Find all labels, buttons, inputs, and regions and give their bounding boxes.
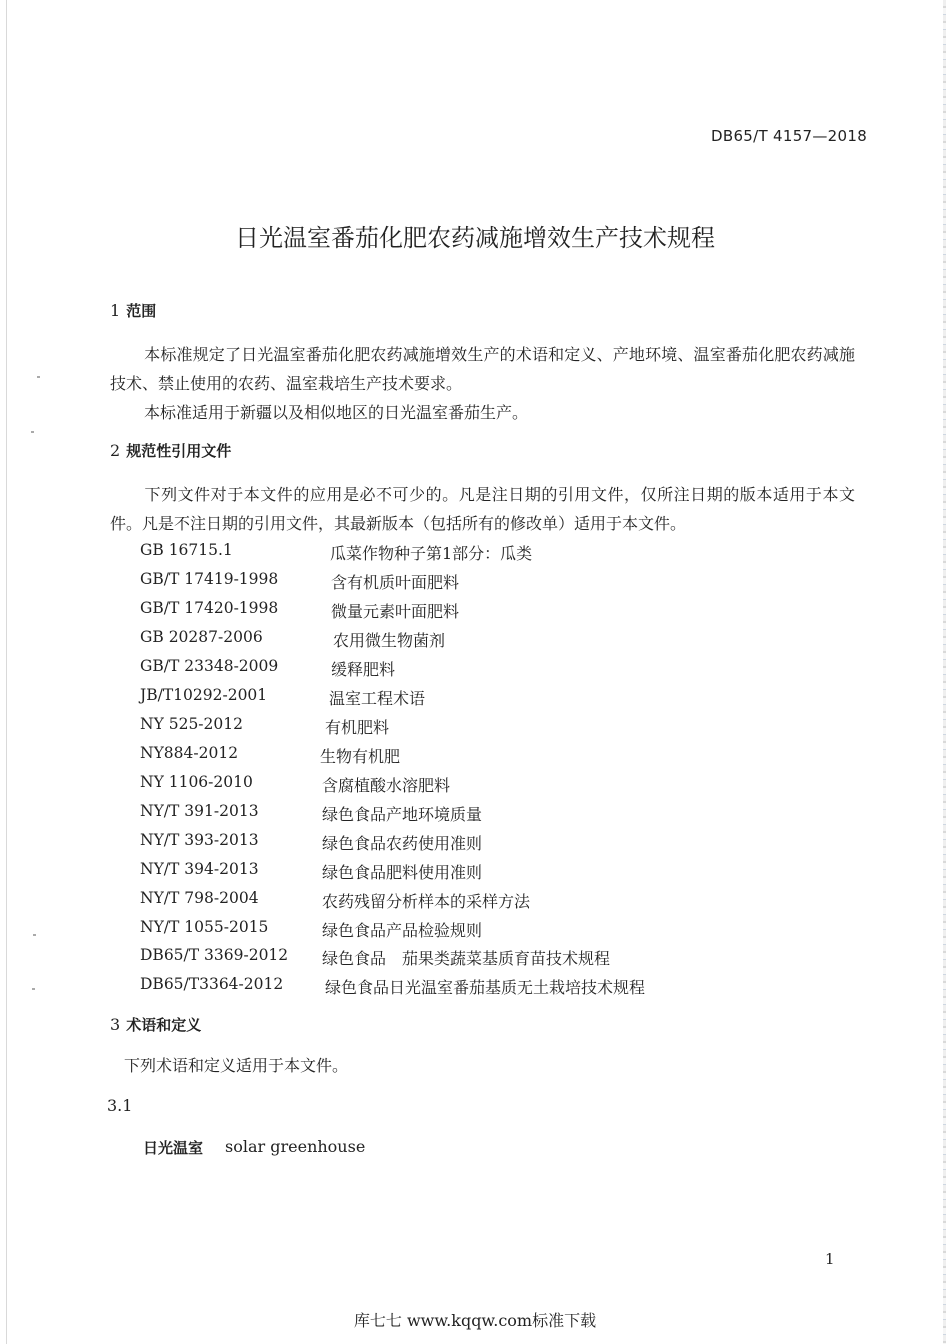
reference-code: GB/T 23348-2009	[140, 657, 279, 675]
section-3-heading	[110, 1014, 201, 1035]
document-title: 日光温室番茄化肥农药减施增效生产技术规程	[235, 224, 715, 252]
scan-edge-left	[6, 0, 7, 1344]
section-1-paragraph-1: 本标准规定了日光温室番茄化肥农药减施增效生产的术语和定义、产地环境、温室番茄化肥农药减施技术、禁止使用的农药、温室栽培生产技术要求。	[110, 345, 855, 393]
reference-code: NY884-2012	[140, 744, 239, 762]
reference-name: 生物有机肥	[320, 747, 401, 766]
reference-name: 含腐植酸水溶肥料	[322, 776, 451, 795]
reference-name: 缓释肥料	[331, 660, 396, 679]
section-1-heading	[110, 300, 156, 321]
section-label: 范围	[126, 302, 157, 320]
reference-name: 农药残留分析样本的采样方法	[322, 892, 531, 911]
reference-name: 温室工程术语	[329, 689, 426, 708]
section-label: 规范性引用文件	[126, 442, 232, 460]
scan-speck	[31, 431, 34, 433]
reference-code: NY/T 391-2013	[140, 802, 259, 820]
reference-code: GB/T 17420-1998	[140, 599, 279, 617]
reference-code: NY/T 798-2004	[140, 889, 259, 907]
section-label: 术语和定义	[126, 1016, 202, 1034]
reference-code: NY 1106-2010	[140, 773, 253, 791]
term-chinese: 日光温室	[143, 1139, 204, 1157]
reference-name: 绿色食品日光温室番茄基质无土栽培技术规程	[325, 978, 646, 997]
reference-code: GB 20287-2006	[140, 628, 263, 646]
footer-watermark: 库七七 www.kqqw.com标准下载	[353, 1311, 597, 1330]
reference-name: 微量元素叶面肥料	[331, 602, 460, 621]
standard-number: DB65/T 4157—2018	[711, 127, 868, 145]
reference-code: GB 16715.1	[140, 541, 233, 559]
section-number: 2	[110, 441, 121, 460]
scan-speck	[32, 988, 35, 990]
reference-name: 绿色食品肥料使用准则	[322, 863, 483, 882]
section-1-paragraph-2: 本标准适用于新疆以及相似地区的日光温室番茄生产。	[144, 403, 529, 422]
reference-code: NY/T 393-2013	[140, 831, 259, 849]
reference-code: GB/T 17419-1998	[140, 570, 279, 588]
reference-code: NY/T 1055-2015	[140, 918, 269, 936]
reference-name: 农用微生物菌剂	[333, 631, 446, 650]
reference-name: 绿色食品农药使用准则	[322, 834, 483, 853]
reference-code: DB65/T 3369-2012	[140, 946, 289, 964]
reference-name: 绿色食品产品检验规则	[322, 921, 483, 940]
reference-code: NY/T 394-2013	[140, 860, 259, 878]
reference-code: JB/T10292-2001	[140, 686, 268, 704]
page-number: 1	[825, 1250, 835, 1268]
section-number: 3	[110, 1015, 121, 1034]
scan-speck	[33, 934, 36, 936]
reference-code: NY 525-2012	[140, 715, 243, 733]
reference-name: 瓜菜作物种子第1部分：瓜类	[330, 544, 533, 563]
scan-speck	[37, 376, 40, 378]
section-2-heading	[110, 440, 231, 461]
section-2-paragraph-1: 下列文件对于本文件的应用是必不可少的。凡是注日期的引用文件，仅所注日期的版本适用于本文件。凡是不注日期的引用文件，其最新版本（包括所有的修改单）适用于本文件。	[110, 485, 855, 533]
term-english: solar greenhouse	[225, 1137, 366, 1156]
reference-name: 有机肥料	[325, 718, 390, 737]
subsection-number: 3.1	[107, 1096, 133, 1115]
reference-name: 绿色食品 茄果类蔬菜基质育苗技术规程	[322, 949, 611, 968]
reference-name: 绿色食品产地环境质量	[322, 805, 483, 824]
scan-edge-right	[943, 0, 946, 1344]
section-number: 1	[110, 301, 121, 320]
section-3-paragraph-1: 下列术语和定义适用于本文件。	[124, 1056, 349, 1075]
reference-code: DB65/T3364-2012	[140, 975, 284, 993]
reference-name: 含有机质叶面肥料	[331, 573, 460, 592]
